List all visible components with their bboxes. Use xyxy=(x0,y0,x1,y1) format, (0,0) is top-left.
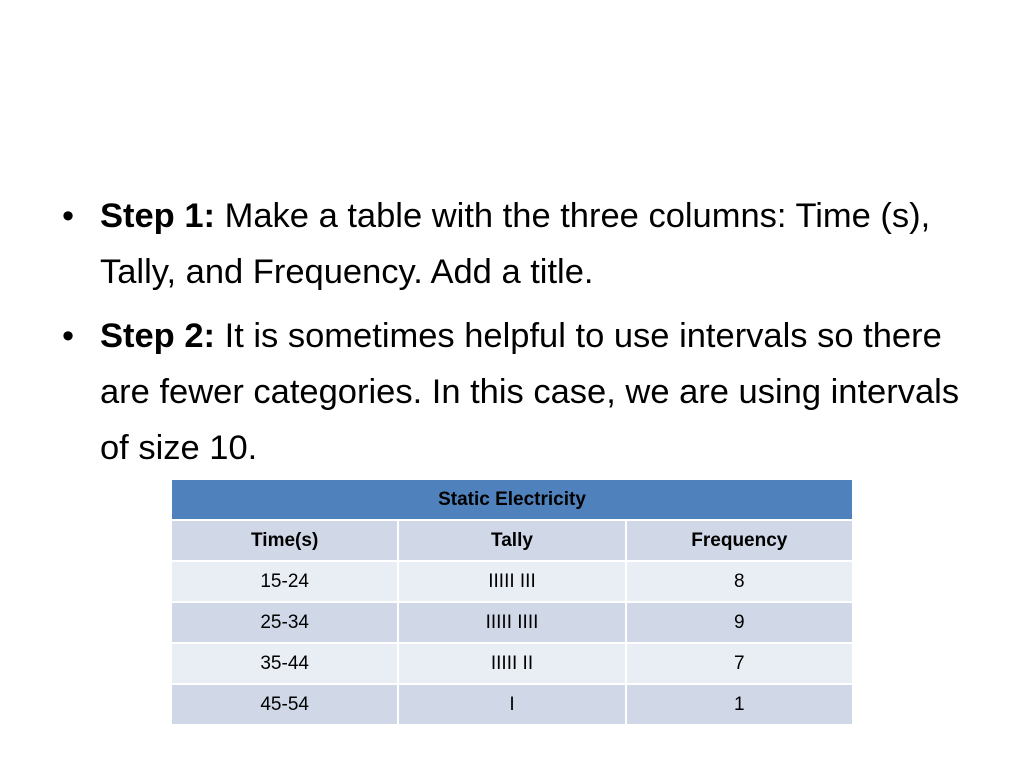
bullet-step-1 xyxy=(62,188,972,300)
cell-frequency: 8 xyxy=(626,561,853,602)
cell-time: 45-54 xyxy=(171,684,398,725)
bullet-list xyxy=(62,188,972,484)
table-row xyxy=(171,561,853,602)
cell-tally: IIIII IIII xyxy=(398,602,625,643)
bullet-text: Make a table with the three columns: Time (s), Tally, and Frequency. Add a title. xyxy=(100,197,931,291)
table-row xyxy=(171,643,853,684)
column-header-tally: Tally xyxy=(398,520,625,561)
bullet-label: Step 2: xyxy=(100,317,216,355)
cell-tally: IIIII III xyxy=(398,561,625,602)
table-title-row xyxy=(171,479,853,520)
cell-frequency: 7 xyxy=(626,643,853,684)
table-row xyxy=(171,684,853,725)
table-header-row xyxy=(171,520,853,561)
bullet-step-2 xyxy=(62,308,972,476)
cell-tally: I xyxy=(398,684,625,725)
bullet-text: It is sometimes helpful to use intervals so there are fewer categories. In this case, we are using intervals of size 10. xyxy=(100,317,960,467)
bullet-dot: • xyxy=(62,317,75,355)
table-title: Static Electricity xyxy=(171,479,853,520)
bullet-label: Step 1: xyxy=(100,197,216,235)
cell-frequency: 9 xyxy=(626,602,853,643)
column-header-time: Time(s) xyxy=(171,520,398,561)
cell-time: 15-24 xyxy=(171,561,398,602)
frequency-table-container xyxy=(170,478,854,726)
column-header-frequency: Frequency xyxy=(626,520,853,561)
cell-tally: IIIII II xyxy=(398,643,625,684)
cell-time: 25-34 xyxy=(171,602,398,643)
frequency-table xyxy=(170,478,854,726)
cell-time: 35-44 xyxy=(171,643,398,684)
bullet-dot: • xyxy=(62,197,75,235)
table-row xyxy=(171,602,853,643)
cell-frequency: 1 xyxy=(626,684,853,725)
